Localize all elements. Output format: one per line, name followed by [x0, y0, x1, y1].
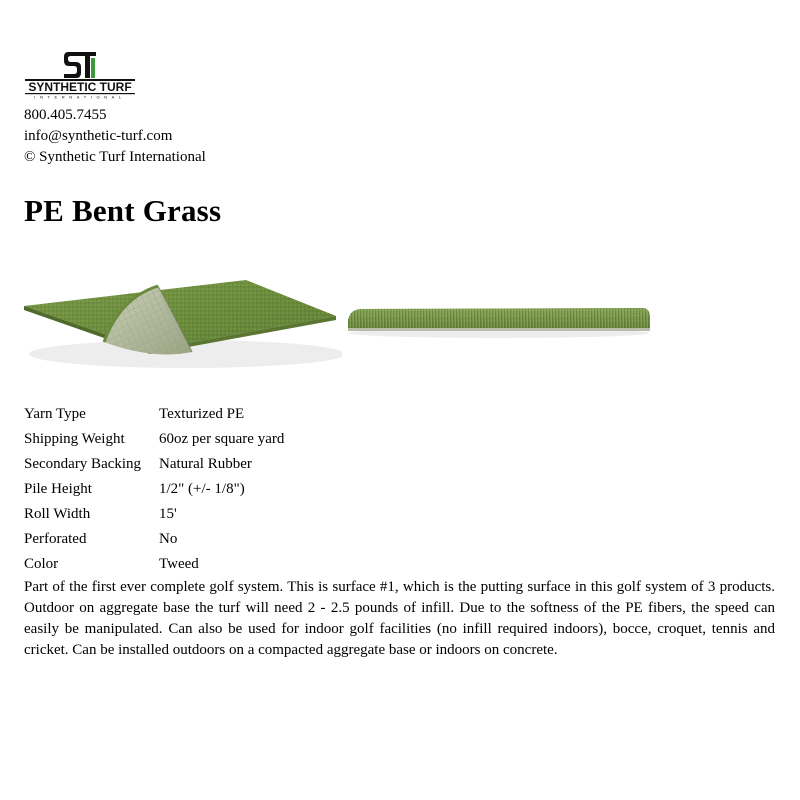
product-specs-table	[24, 402, 284, 577]
email-address: info@synthetic-turf.com	[24, 128, 173, 144]
spec-value: No	[159, 531, 178, 547]
spec-value: 60oz per square yard	[159, 431, 285, 447]
contact-info	[24, 105, 206, 168]
spec-label: Roll Width	[24, 506, 91, 522]
spec-value: Texturized PE	[159, 406, 245, 422]
spec-row-perforated	[24, 527, 284, 552]
spec-row-roll-width	[24, 502, 284, 527]
spec-value: 1/2" (+/- 1/8")	[159, 481, 245, 497]
spec-value: Natural Rubber	[159, 456, 252, 472]
spec-row-shipping-weight	[24, 427, 284, 452]
spec-label: Shipping Weight	[24, 431, 125, 447]
spec-label: Pile Height	[24, 481, 92, 497]
synthetic-turf-logo-mark	[24, 48, 136, 100]
spec-row-secondary-backing	[24, 452, 284, 477]
company-logo	[24, 48, 136, 100]
turf-sample-side-image	[346, 300, 652, 340]
copyright-notice: © Synthetic Turf International	[24, 149, 206, 165]
spec-row-pile-height	[24, 477, 284, 502]
spec-row-color	[24, 552, 284, 577]
phone-number: 800.405.7455	[24, 107, 107, 123]
spec-value: 15'	[159, 506, 177, 522]
spec-label: Perforated	[24, 531, 87, 547]
product-description: Part of the first ever complete golf system. This is surface #1, which is the putting surface in this golf system of 3 products. Outdoor on aggregate base the turf will need 2 - 2.5 pounds of infill. Due to the softness of the PE fibers, the speed can easily be manipulated. Can also be used for indoor golf facilities (no infill required indoors), bocce, croquet, tennis and cricket. Can be installed outdoors on a compacted aggregate base or indoors on concrete.	[24, 579, 775, 658]
spec-label: Yarn Type	[24, 406, 86, 422]
spec-value: Tweed	[159, 556, 199, 572]
spec-label: Secondary Backing	[24, 456, 142, 472]
logo-wordmark: SYNTHETIC TURF	[28, 80, 132, 94]
logo-subtitle: INTERNATIONAL	[34, 94, 126, 100]
spec-row-yarn-type	[24, 402, 284, 427]
turf-sample-rolled-image	[22, 268, 342, 378]
spec-label: Color	[24, 556, 59, 572]
product-title: PE Bent Grass	[24, 193, 222, 228]
